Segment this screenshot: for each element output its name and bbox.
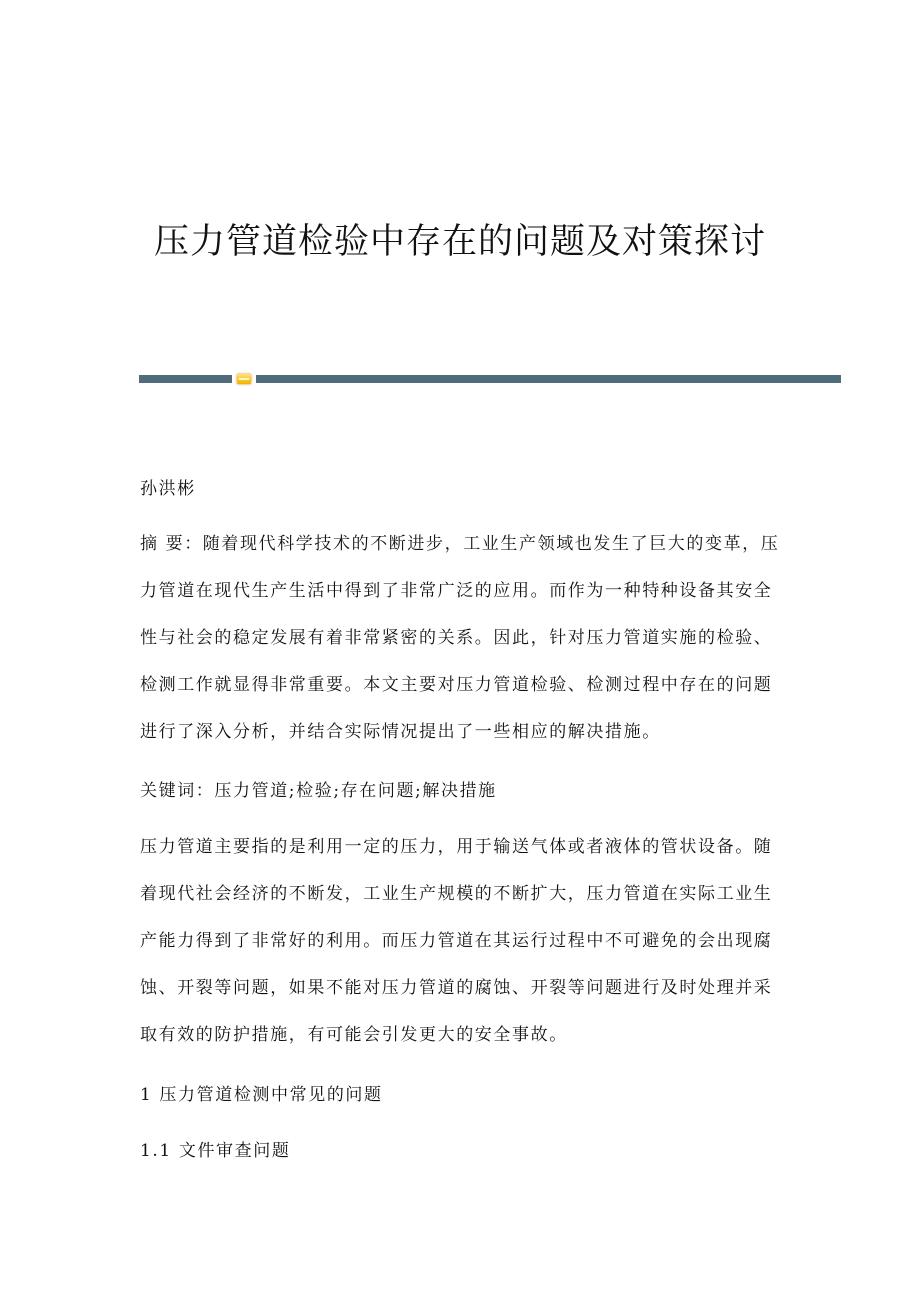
abstract-line: 摘 要：随着现代科学技术的不断进步，工业生产领域也发生了巨大的变革，压 [140,534,780,554]
intro-line: 产能力得到了非常好的利用。而压力管道在其运行过程中不可避免的会出现腐 [140,931,773,951]
divider-ornament-icon [237,374,251,384]
intro-line: 蚀、开裂等问题，如果不能对压力管道的腐蚀、开裂等问题进行及时处理并采 [140,978,773,998]
intro-line: 压力管道主要指的是利用一定的压力，用于输送气体或者液体的管状设备。随 [140,837,773,857]
divider-right [256,375,841,383]
divider-left [139,375,232,383]
intro-line: 着现代社会经济的不断发，工业生产规模的不断扩大，压力管道在实际工业生 [140,884,773,904]
abstract-line: 力管道在现代生产生活中得到了非常广泛的应用。而作为一种特种设备其安全 [140,581,773,601]
author: 孙洪彬 [140,479,196,499]
abstract-line: 进行了深入分析，并结合实际情况提出了一些相应的解决措施。 [140,722,661,742]
section-heading-1-1: 1.1 文件审查问题 [140,1141,291,1161]
abstract-line: 检测工作就显得非常重要。本文主要对压力管道检验、检测过程中存在的问题 [140,675,773,695]
abstract-line: 性与社会的稳定发展有着非常紧密的关系。因此，针对压力管道实施的检验、 [140,628,773,648]
keywords: 关键词：压力管道;检验;存在问题;解决措施 [140,781,497,801]
intro-line: 取有效的防护措施，有可能会引发更大的安全事故。 [140,1025,568,1045]
document-title: 压力管道检验中存在的问题及对策探讨 [153,222,766,262]
section-heading-1: 1 压力管道检测中常见的问题 [140,1085,383,1105]
